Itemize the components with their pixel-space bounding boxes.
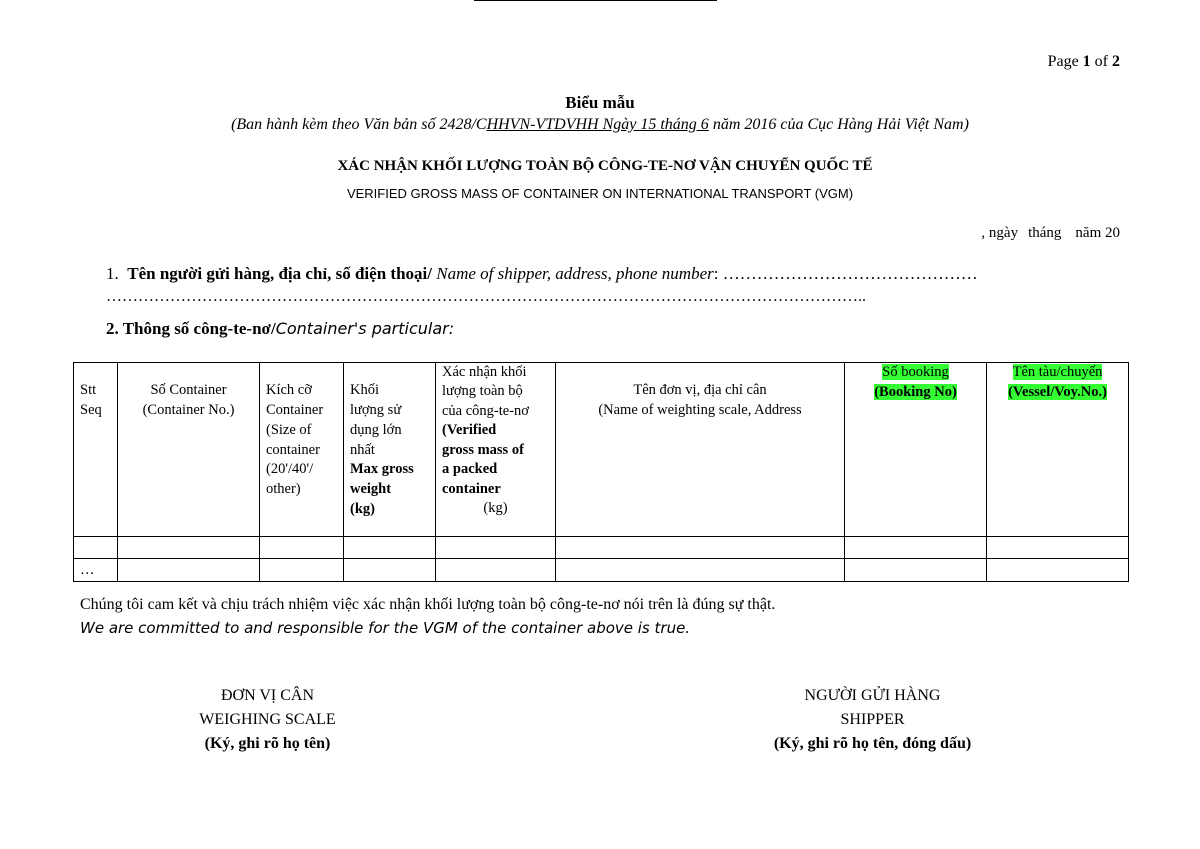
- header-verified-gross-mass: Xác nhận khối lượng toàn bộ của công-te-nơ (Verified gross mass of a packed container (kg): [436, 363, 556, 537]
- header-weighing-scale: Tên đơn vị, địa chỉ cân (Name of weighting scale, Address: [556, 363, 845, 537]
- document-title-en: VERIFIED GROSS MASS OF CONTAINER ON INTERNATIONAL TRANSPORT (VGM): [346, 186, 854, 201]
- table-cell[interactable]: [845, 559, 987, 582]
- table-cell[interactable]: [436, 559, 556, 582]
- header-container-no: Số Container (Container No.): [118, 363, 260, 537]
- table-cell[interactable]: [436, 537, 556, 559]
- header-size: Kích cỡ Container (Size of container (20'/40'/ other): [260, 363, 344, 537]
- signature-title-en: WEIGHING SCALE: [199, 711, 336, 728]
- table-cell[interactable]: [260, 559, 344, 582]
- signature-weighing-scale: [140, 684, 395, 756]
- header-booking-no: Số booking (Booking No): [845, 363, 987, 537]
- form-issued-note: (Ban hành kèm theo Văn bản số 2428/CHHVN-VTDVHH Ngày 15 tháng 6 năm 2016 của Cục Hàng Hải Việt Nam): [231, 116, 969, 133]
- signature-note: (Ký, ghi rõ họ tên, đóng dấu): [773, 735, 972, 752]
- table-cell[interactable]: [74, 537, 118, 559]
- container-table: [73, 362, 1129, 582]
- table-cell[interactable]: [260, 537, 344, 559]
- table-cell[interactable]: [556, 559, 845, 582]
- signature-title-vn: ĐƠN VỊ CÂN: [220, 687, 315, 704]
- shipper-info-dots: ……………………………………………………………………………………………………………………………..: [106, 288, 866, 305]
- date-line: , ngày tháng năm 20: [981, 225, 1120, 241]
- shipper-info-line: 1. Tên người gửi hàng, địa chỉ, số điện thoại/ Name of shipper, address, phone number: ………………………………………: [106, 264, 978, 283]
- form-title: Biểu mẫu: [565, 93, 635, 112]
- table-cell[interactable]: [556, 537, 845, 559]
- header-vessel-voyage: Tên tàu/chuyến (Vessel/Voy.No.): [987, 363, 1129, 537]
- document-title-vn: XÁC NHẬN KHỐI LƯỢNG TOÀN BỘ CÔNG-TE-NƠ VẬN CHUYỂN QUỐC TẾ: [337, 158, 873, 174]
- container-particular-heading: 2. Thông số công-te-nơ/Container's particular:: [106, 319, 455, 338]
- table-cell[interactable]: [344, 537, 436, 559]
- header-stt: Stt Seq: [74, 363, 118, 537]
- page-number: Page 1 of 2: [1047, 53, 1120, 70]
- table-cell[interactable]: [118, 559, 260, 582]
- signature-shipper: [715, 684, 1030, 756]
- table-row: [74, 537, 1129, 559]
- signature-note: (Ký, ghi rõ họ tên): [204, 735, 331, 752]
- signature-title-en: SHIPPER: [840, 711, 905, 728]
- table-cell[interactable]: [987, 559, 1129, 582]
- table-cell[interactable]: [118, 537, 260, 559]
- header-max-gross-weight: Khối lượng sử dụng lớn nhất Max gross weight (kg): [344, 363, 436, 537]
- table-row: [74, 559, 1129, 582]
- table-cell[interactable]: [344, 559, 436, 582]
- signature-title-vn: NGƯỜI GỬI HÀNG: [804, 687, 941, 704]
- top-divider: [474, 0, 717, 1]
- table-cell[interactable]: [987, 537, 1129, 559]
- commitment-vn: Chúng tôi cam kết và chịu trách nhiệm việc xác nhận khối lượng toàn bộ công-te-nơ nói trên là đúng sự thật.: [80, 596, 776, 613]
- table-cell-ellipsis[interactable]: …: [74, 559, 118, 582]
- table-cell[interactable]: [845, 537, 987, 559]
- table-header-row: [74, 363, 1129, 537]
- commitment-en: We are committed to and responsible for the VGM of the container above is true.: [80, 619, 691, 637]
